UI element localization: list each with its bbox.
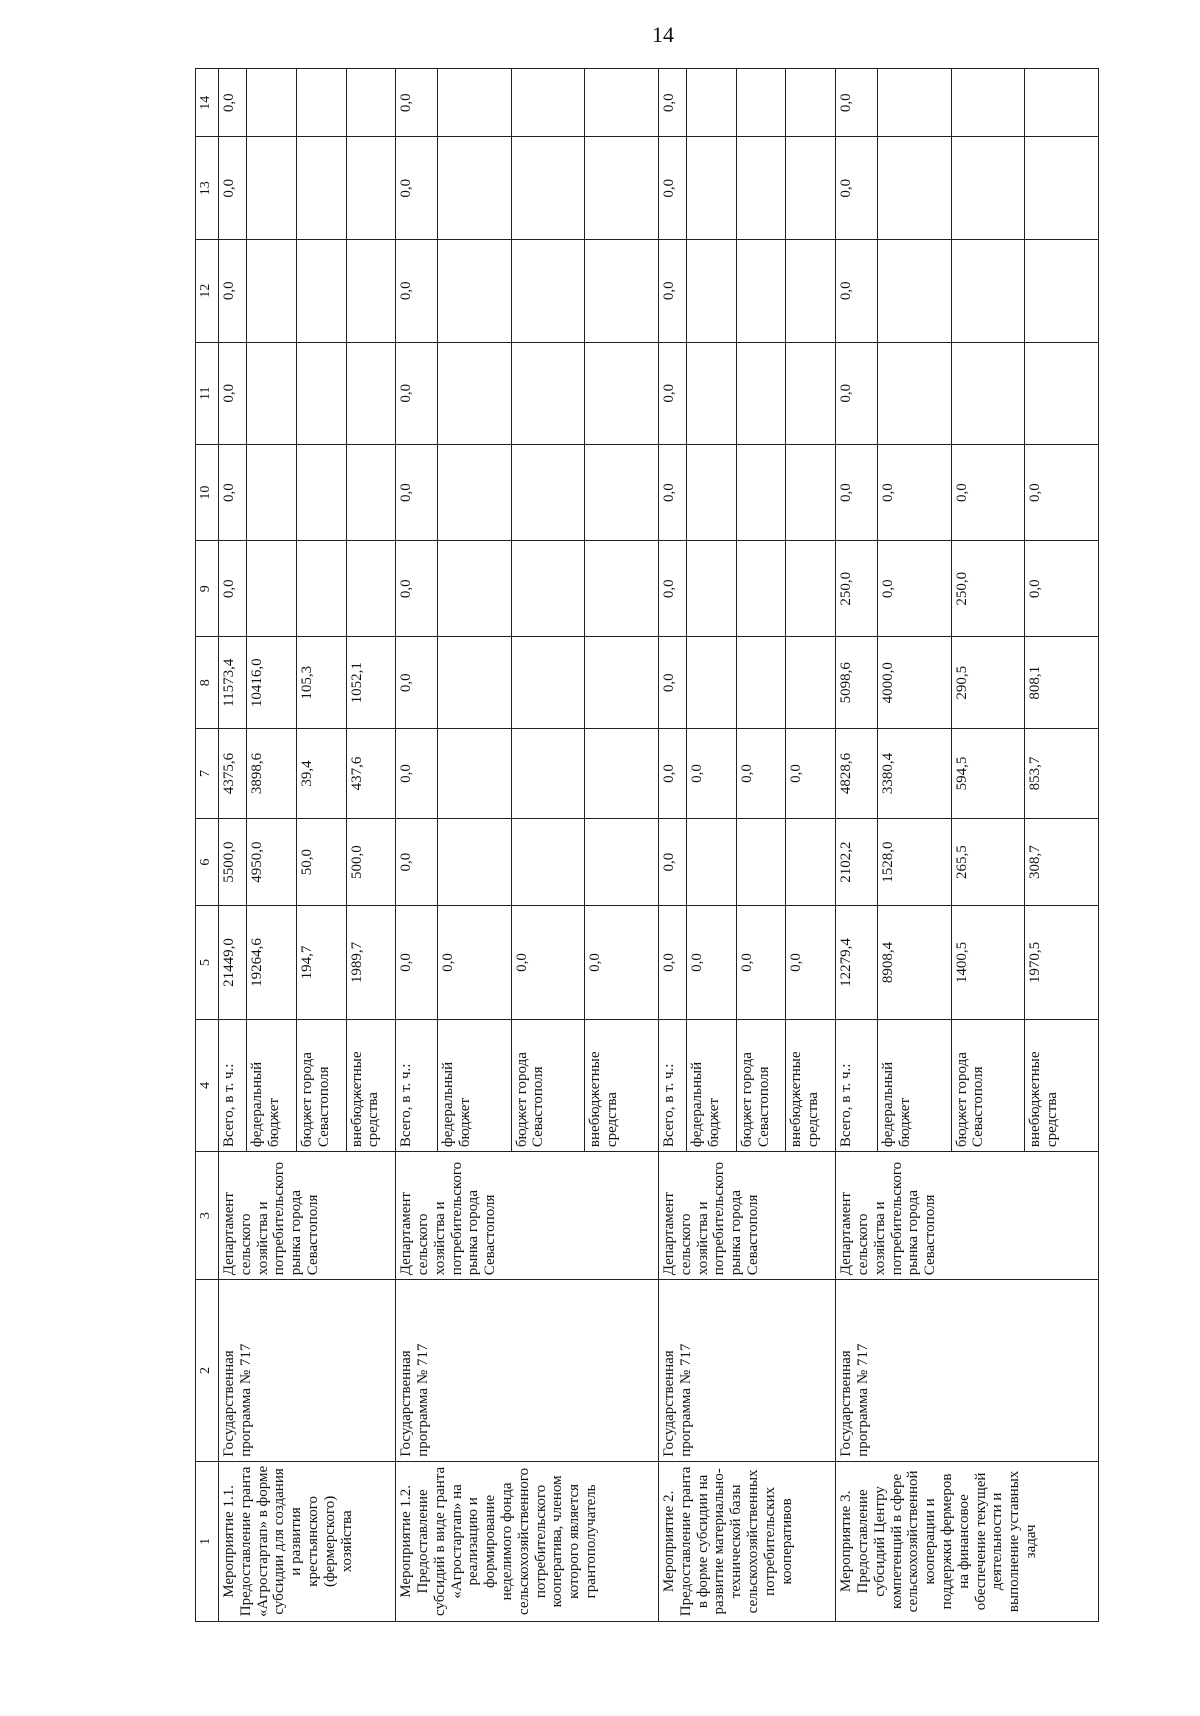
value-cell bbox=[951, 69, 1025, 137]
funding-source-cell: бюджет города Севастополя bbox=[736, 1019, 786, 1151]
value-cell: 0,0 bbox=[396, 137, 438, 240]
value-cell bbox=[511, 729, 585, 819]
value-cell bbox=[437, 137, 511, 240]
value-cell: 0,0 bbox=[585, 906, 659, 1019]
value-cell bbox=[437, 818, 511, 906]
value-cell: 0,0 bbox=[687, 729, 737, 819]
value-cell: 11573,4 bbox=[219, 637, 247, 729]
value-cell bbox=[687, 541, 737, 637]
value-cell bbox=[346, 137, 396, 240]
value-cell bbox=[296, 239, 346, 342]
value-cell: 0,0 bbox=[658, 445, 686, 541]
value-cell: 250,0 bbox=[836, 541, 878, 637]
value-cell bbox=[437, 342, 511, 445]
table-body bbox=[219, 69, 1099, 1622]
funding-source-cell: Всего, в т. ч.: bbox=[396, 1019, 438, 1151]
funding-source-cell: бюджет города Севастополя bbox=[511, 1019, 585, 1151]
value-cell bbox=[786, 637, 836, 729]
value-cell bbox=[786, 541, 836, 637]
value-cell bbox=[1025, 137, 1099, 240]
value-cell: 3380,4 bbox=[877, 729, 951, 819]
value-cell: 265,5 bbox=[951, 818, 1025, 906]
rotated-table-container bbox=[195, 68, 1099, 1622]
col-header: 14 bbox=[196, 69, 219, 137]
value-cell bbox=[736, 239, 786, 342]
value-cell: 19264,6 bbox=[247, 906, 297, 1019]
value-cell bbox=[585, 239, 659, 342]
value-cell: 0,0 bbox=[219, 541, 247, 637]
funding-source-cell: бюджет города Севастополя bbox=[951, 1019, 1025, 1151]
value-cell: 194,7 bbox=[296, 906, 346, 1019]
value-cell: 0,0 bbox=[511, 906, 585, 1019]
value-cell: 21449,0 bbox=[219, 906, 247, 1019]
value-cell: 4375,6 bbox=[219, 729, 247, 819]
executor-cell: Департамент сельского хозяйства и потребительского рынка города Севастополя bbox=[658, 1152, 835, 1280]
value-cell: 0,0 bbox=[219, 69, 247, 137]
page-number: 14 bbox=[652, 22, 674, 47]
value-cell bbox=[736, 637, 786, 729]
value-cell bbox=[247, 342, 297, 445]
value-cell: 0,0 bbox=[396, 541, 438, 637]
col-header: 11 bbox=[196, 342, 219, 445]
value-cell bbox=[687, 445, 737, 541]
measure-cell: Мероприятие 3. Предоставление субсидий Центру компетенций в сфере сельскохозяйственной кооперации и поддержки фермеров на финансовое обеспечение текущей деятельности и выполнение уставных задач bbox=[836, 1461, 1099, 1621]
value-cell: 0,0 bbox=[437, 906, 511, 1019]
value-cell bbox=[687, 637, 737, 729]
value-cell bbox=[585, 342, 659, 445]
value-cell: 0,0 bbox=[736, 906, 786, 1019]
value-cell: 5500,0 bbox=[219, 818, 247, 906]
value-cell: 0,0 bbox=[658, 906, 686, 1019]
value-cell bbox=[687, 69, 737, 137]
value-cell bbox=[247, 239, 297, 342]
value-cell: 0,0 bbox=[658, 818, 686, 906]
value-cell bbox=[585, 137, 659, 240]
value-cell bbox=[736, 137, 786, 240]
funding-source-cell: внебюджетные средства bbox=[585, 1019, 659, 1151]
value-cell: 0,0 bbox=[396, 729, 438, 819]
value-cell bbox=[437, 637, 511, 729]
value-cell: 0,0 bbox=[396, 906, 438, 1019]
funding-source-cell: внебюджетные средства bbox=[1025, 1019, 1099, 1151]
budget-table bbox=[195, 68, 1099, 1622]
value-cell: 10416,0 bbox=[247, 637, 297, 729]
value-cell: 4000,0 bbox=[877, 637, 951, 729]
value-cell bbox=[585, 69, 659, 137]
value-cell bbox=[437, 69, 511, 137]
col-header: 12 bbox=[196, 239, 219, 342]
value-cell: 0,0 bbox=[219, 239, 247, 342]
value-cell bbox=[687, 818, 737, 906]
value-cell bbox=[951, 342, 1025, 445]
funding-source-cell: федеральный бюджет bbox=[877, 1019, 951, 1151]
executor-cell: Департамент сельского хозяйства и потребительского рынка города Севастополя bbox=[396, 1152, 659, 1280]
value-cell bbox=[437, 729, 511, 819]
funding-source-cell: федеральный бюджет bbox=[247, 1019, 297, 1151]
value-cell bbox=[736, 541, 786, 637]
value-cell bbox=[736, 69, 786, 137]
col-header: 10 bbox=[196, 445, 219, 541]
value-cell bbox=[877, 239, 951, 342]
program-cell: Государственная программа № 717 bbox=[219, 1280, 396, 1462]
value-cell bbox=[585, 541, 659, 637]
value-cell bbox=[437, 541, 511, 637]
value-cell bbox=[511, 342, 585, 445]
measure-cell: Мероприятие 2. Предоставление гранта в форме субсидии на развитие материально-технической базы сельскохозяйственных потребительских кооперативов bbox=[658, 1461, 835, 1621]
funding-source-cell: Всего, в т. ч.: bbox=[219, 1019, 247, 1151]
value-cell: 0,0 bbox=[396, 637, 438, 729]
value-cell: 0,0 bbox=[1025, 541, 1099, 637]
value-cell: 50,0 bbox=[296, 818, 346, 906]
value-cell bbox=[247, 541, 297, 637]
value-cell: 1400,5 bbox=[951, 906, 1025, 1019]
value-cell: 0,0 bbox=[836, 445, 878, 541]
col-header: 6 bbox=[196, 818, 219, 906]
value-cell: 0,0 bbox=[219, 137, 247, 240]
value-cell: 0,0 bbox=[658, 342, 686, 445]
value-cell bbox=[687, 137, 737, 240]
value-cell bbox=[877, 69, 951, 137]
value-cell: 250,0 bbox=[951, 541, 1025, 637]
executor-cell: Департамент сельского хозяйства и потребительского рынка города Севастополя bbox=[836, 1152, 1099, 1280]
value-cell: 0,0 bbox=[396, 239, 438, 342]
value-cell bbox=[687, 239, 737, 342]
value-cell bbox=[736, 342, 786, 445]
value-cell: 0,0 bbox=[877, 541, 951, 637]
table-row bbox=[658, 69, 686, 1622]
value-cell bbox=[1025, 239, 1099, 342]
table-row bbox=[836, 69, 878, 1622]
value-cell bbox=[247, 69, 297, 137]
funding-source-cell: Всего, в т. ч.: bbox=[658, 1019, 686, 1151]
value-cell bbox=[585, 729, 659, 819]
value-cell bbox=[346, 541, 396, 637]
value-cell: 0,0 bbox=[658, 541, 686, 637]
col-header: 5 bbox=[196, 906, 219, 1019]
value-cell bbox=[786, 342, 836, 445]
col-header: 7 bbox=[196, 729, 219, 819]
value-cell bbox=[786, 137, 836, 240]
value-cell: 308,7 bbox=[1025, 818, 1099, 906]
value-cell: 0,0 bbox=[877, 445, 951, 541]
value-cell bbox=[437, 239, 511, 342]
value-cell: 808,1 bbox=[1025, 637, 1099, 729]
measure-cell: Мероприятие 1.2. Предоставление субсидий в виде гранта «Агростартап» на реализацию и формирование неделимого фонда сельскохозяйственного потребительского кооператива, членом которого является грантополучатель bbox=[396, 1461, 659, 1621]
value-cell: 0,0 bbox=[836, 137, 878, 240]
value-cell: 0,0 bbox=[736, 729, 786, 819]
value-cell bbox=[585, 637, 659, 729]
value-cell: 0,0 bbox=[396, 69, 438, 137]
value-cell: 0,0 bbox=[687, 906, 737, 1019]
value-cell bbox=[736, 445, 786, 541]
funding-source-cell: Всего, в т. ч.: bbox=[836, 1019, 878, 1151]
value-cell: 105,3 bbox=[296, 637, 346, 729]
value-cell bbox=[1025, 69, 1099, 137]
value-cell bbox=[951, 239, 1025, 342]
funding-source-cell: внебюджетные средства bbox=[346, 1019, 396, 1151]
value-cell: 437,6 bbox=[346, 729, 396, 819]
col-header: 8 bbox=[196, 637, 219, 729]
col-header: 13 bbox=[196, 137, 219, 240]
value-cell bbox=[247, 137, 297, 240]
value-cell: 1970,5 bbox=[1025, 906, 1099, 1019]
col-header: 9 bbox=[196, 541, 219, 637]
value-cell bbox=[511, 637, 585, 729]
value-cell: 0,0 bbox=[658, 69, 686, 137]
value-cell bbox=[296, 342, 346, 445]
value-cell bbox=[437, 445, 511, 541]
value-cell: 0,0 bbox=[658, 637, 686, 729]
value-cell: 1528,0 bbox=[877, 818, 951, 906]
value-cell: 39,4 bbox=[296, 729, 346, 819]
executor-cell: Департамент сельского хозяйства и потребительского рынка города Севастополя bbox=[219, 1152, 396, 1280]
value-cell: 8908,4 bbox=[877, 906, 951, 1019]
program-cell: Государственная программа № 717 bbox=[836, 1280, 1099, 1462]
program-cell: Государственная программа № 717 bbox=[396, 1280, 659, 1462]
measure-cell: Мероприятие 1.1. Предоставление гранта «Агростартап» в форме субсидии для создания и развития крестьянского (фермерского) хозяйства bbox=[219, 1461, 396, 1621]
value-cell: 0,0 bbox=[396, 342, 438, 445]
value-cell: 0,0 bbox=[396, 445, 438, 541]
value-cell bbox=[951, 137, 1025, 240]
value-cell bbox=[511, 818, 585, 906]
value-cell bbox=[346, 69, 396, 137]
value-cell: 853,7 bbox=[1025, 729, 1099, 819]
value-cell: 12279,4 bbox=[836, 906, 878, 1019]
col-header: 2 bbox=[196, 1280, 219, 1462]
value-cell: 0,0 bbox=[836, 69, 878, 137]
value-cell: 0,0 bbox=[658, 137, 686, 240]
col-header: 4 bbox=[196, 1019, 219, 1151]
value-cell bbox=[877, 137, 951, 240]
value-cell bbox=[786, 445, 836, 541]
value-cell bbox=[511, 541, 585, 637]
value-cell bbox=[786, 818, 836, 906]
value-cell bbox=[296, 137, 346, 240]
value-cell bbox=[296, 445, 346, 541]
funding-source-cell: бюджет города Севастополя bbox=[296, 1019, 346, 1151]
value-cell: 2102,2 bbox=[836, 818, 878, 906]
value-cell: 0,0 bbox=[219, 445, 247, 541]
value-cell: 0,0 bbox=[219, 342, 247, 445]
program-cell: Государственная программа № 717 bbox=[658, 1280, 835, 1462]
value-cell bbox=[511, 239, 585, 342]
value-cell: 594,5 bbox=[951, 729, 1025, 819]
value-cell bbox=[346, 239, 396, 342]
value-cell bbox=[585, 818, 659, 906]
value-cell: 0,0 bbox=[786, 906, 836, 1019]
value-cell bbox=[736, 818, 786, 906]
value-cell: 290,5 bbox=[951, 637, 1025, 729]
value-cell: 4950,0 bbox=[247, 818, 297, 906]
value-cell bbox=[786, 239, 836, 342]
table-row bbox=[396, 69, 438, 1622]
value-cell: 3898,6 bbox=[247, 729, 297, 819]
value-cell: 500,0 bbox=[346, 818, 396, 906]
value-cell bbox=[511, 69, 585, 137]
col-header: 3 bbox=[196, 1152, 219, 1280]
value-cell: 5098,6 bbox=[836, 637, 878, 729]
value-cell bbox=[247, 445, 297, 541]
value-cell: 0,0 bbox=[658, 729, 686, 819]
funding-source-cell: внебюджетные средства bbox=[786, 1019, 836, 1151]
value-cell bbox=[687, 342, 737, 445]
value-cell bbox=[296, 541, 346, 637]
value-cell bbox=[877, 342, 951, 445]
funding-source-cell: федеральный бюджет bbox=[687, 1019, 737, 1151]
col-header: 1 bbox=[196, 1461, 219, 1621]
value-cell: 0,0 bbox=[951, 445, 1025, 541]
value-cell: 4828,6 bbox=[836, 729, 878, 819]
value-cell: 1052,1 bbox=[346, 637, 396, 729]
value-cell: 0,0 bbox=[786, 729, 836, 819]
table-row bbox=[219, 69, 247, 1622]
funding-source-cell: федеральный бюджет bbox=[437, 1019, 511, 1151]
value-cell bbox=[585, 445, 659, 541]
value-cell bbox=[1025, 342, 1099, 445]
value-cell bbox=[511, 445, 585, 541]
value-cell: 0,0 bbox=[396, 818, 438, 906]
value-cell: 0,0 bbox=[836, 239, 878, 342]
value-cell: 0,0 bbox=[1025, 445, 1099, 541]
value-cell: 0,0 bbox=[836, 342, 878, 445]
value-cell: 1989,7 bbox=[346, 906, 396, 1019]
value-cell bbox=[296, 69, 346, 137]
value-cell bbox=[511, 137, 585, 240]
value-cell: 0,0 bbox=[658, 239, 686, 342]
value-cell bbox=[786, 69, 836, 137]
value-cell bbox=[346, 342, 396, 445]
column-number-row bbox=[196, 69, 219, 1622]
value-cell bbox=[346, 445, 396, 541]
